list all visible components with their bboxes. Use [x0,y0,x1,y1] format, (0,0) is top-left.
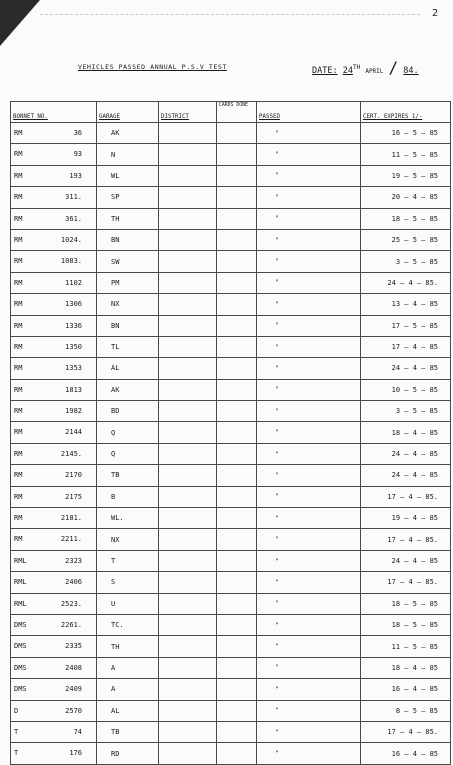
bonnet-cell [11,229,97,250]
garage-cell: TL [97,336,159,357]
table-row [11,187,451,208]
bonnet-prefix: RM [14,171,23,180]
district-cell [159,272,217,293]
cards-done-cell [217,379,257,400]
bonnet-prefix: RM [14,514,23,523]
bonnet-number: 311. [65,193,82,202]
garage-cell: TC. [97,614,159,635]
district-cell [159,572,217,593]
expiry-cell: 19 – 4 – 85 [361,508,451,529]
garage-cell: AL [97,358,159,379]
passed-cell: " [257,679,361,700]
bonnet-prefix: RM [14,471,23,480]
bonnet-prefix: T [14,727,19,736]
district-cell [159,336,217,357]
table-row [11,123,451,144]
passed-cell: " [257,336,361,357]
bonnet-cell [11,679,97,700]
table-row [11,550,451,571]
expiry-cell: 16 – 4 – 85 [361,679,451,700]
bonnet-number: 93 [73,150,82,159]
table-row [11,251,451,272]
passed-cell: " [257,529,361,550]
header-cards-done: CARDS DONE [217,102,257,123]
expiry-cell: 24 – 4 – 85 [361,550,451,571]
expiry-cell: 20 – 4 – 85 [361,187,451,208]
cards-done-cell [217,229,257,250]
bonnet-prefix: RM [14,235,23,244]
passed-cell: " [257,165,361,186]
document-title: VEHICLES PASSED ANNUAL P.S.V TEST [78,63,227,71]
district-cell [159,743,217,764]
bonnet-number: 2211. [60,535,82,544]
expiry-cell: 10 – 5 – 85 [361,379,451,400]
cards-done-cell [217,123,257,144]
table-row [11,315,451,336]
district-cell [159,358,217,379]
header-garage: GARAGE [97,102,159,123]
garage-cell: B [97,486,159,507]
cards-done-cell [217,593,257,614]
garage-cell: N [97,144,159,165]
bonnet-number: 2170 [65,471,82,480]
table-row [11,486,451,507]
garage-cell: AK [97,123,159,144]
passed-cell: " [257,486,361,507]
district-cell [159,529,217,550]
expiry-cell: 25 – 5 – 85 [361,229,451,250]
garage-cell: Q [97,422,159,443]
bonnet-cell [11,358,97,379]
garage-cell: RD [97,743,159,764]
bonnet-prefix: DMS [14,685,27,694]
passed-cell: " [257,614,361,635]
bonnet-number: 1024. [60,235,82,244]
bonnet-cell [11,294,97,315]
bonnet-prefix: DMS [14,620,27,629]
passed-cell: " [257,144,361,165]
bonnet-number: 2335 [65,642,82,651]
header-bonnet: BONNET NO. [11,102,97,123]
passed-cell: " [257,272,361,293]
expiry-cell: 13 – 4 – 85 [361,294,451,315]
expiry-cell: 17 – 4 – 85. [361,721,451,742]
bonnet-prefix: RM [14,342,23,351]
district-cell [159,550,217,571]
district-cell [159,208,217,229]
bonnet-prefix: RML [14,578,27,587]
passed-cell: " [257,187,361,208]
expiry-cell: 11 – 5 – 85 [361,144,451,165]
expiry-cell: 11 – 5 – 85 [361,636,451,657]
vehicles-table [10,101,451,765]
table-row [11,379,451,400]
passed-cell: " [257,593,361,614]
table-row [11,721,451,742]
cards-done-cell [217,294,257,315]
cards-done-cell [217,636,257,657]
bonnet-prefix: RM [14,407,23,416]
cards-done-cell [217,721,257,742]
expiry-cell: 17 – 4 – 85. [361,486,451,507]
garage-cell: WL. [97,508,159,529]
passed-cell: " [257,465,361,486]
bonnet-cell [11,529,97,550]
passed-cell: " [257,550,361,571]
date-month: APRIL [365,68,384,75]
garage-cell: WL [97,165,159,186]
cards-done-cell [217,144,257,165]
cards-done-cell [217,743,257,764]
bonnet-cell [11,443,97,464]
cards-done-cell [217,486,257,507]
expiry-cell: 16 – 5 – 85 [361,123,451,144]
garage-cell: A [97,679,159,700]
district-cell [159,614,217,635]
garage-cell: U [97,593,159,614]
bonnet-prefix: RM [14,193,23,202]
expiry-cell: 8 – 5 – 85 [361,700,451,721]
bonnet-number: 2323 [65,556,82,565]
passed-cell: " [257,657,361,678]
bonnet-cell [11,614,97,635]
garage-cell: AK [97,379,159,400]
table-row [11,636,451,657]
bonnet-number: 2261. [60,620,82,629]
table-row [11,165,451,186]
table-row [11,529,451,550]
bonnet-number: 361. [65,214,82,223]
bonnet-number: 2181. [60,514,82,523]
passed-cell: " [257,443,361,464]
cards-done-cell [217,443,257,464]
table-row [11,272,451,293]
district-cell [159,593,217,614]
bonnet-cell [11,743,97,764]
table-row [11,614,451,635]
cards-done-cell [217,550,257,571]
garage-cell: SW [97,251,159,272]
bonnet-prefix: D [14,706,19,715]
bonnet-number: 1336 [65,321,82,330]
bonnet-number: 2409 [65,685,82,694]
bonnet-number: 2408 [65,663,82,672]
garage-cell: TB [97,721,159,742]
district-cell [159,123,217,144]
garage-cell: BN [97,229,159,250]
bonnet-prefix: RML [14,599,27,608]
garage-cell: T [97,550,159,571]
expiry-cell: 18 – 5 – 85 [361,593,451,614]
passed-cell: " [257,422,361,443]
cards-done-cell [217,572,257,593]
bonnet-cell [11,165,97,186]
cards-done-cell [217,336,257,357]
garage-cell: TH [97,636,159,657]
bonnet-number: 2144 [65,428,82,437]
table-row [11,657,451,678]
bonnet-number: 1813 [65,385,82,394]
expiry-cell: 3 – 5 – 85 [361,251,451,272]
expiry-cell: 3 – 5 – 85 [361,401,451,422]
district-cell [159,422,217,443]
bonnet-cell [11,422,97,443]
cards-done-cell [217,208,257,229]
table-row [11,679,451,700]
bonnet-prefix: RM [14,428,23,437]
garage-cell: SP [97,187,159,208]
passed-cell: " [257,700,361,721]
bonnet-number: 2406 [65,578,82,587]
passed-cell: " [257,572,361,593]
bonnet-prefix: DMS [14,663,27,672]
table-row [11,229,451,250]
district-cell [159,443,217,464]
expiry-cell: 18 – 4 – 85 [361,422,451,443]
bonnet-prefix: RM [14,385,23,394]
bonnet-number: 2570 [65,706,82,715]
cards-done-cell [217,251,257,272]
cards-done-cell [217,508,257,529]
expiry-cell: 18 – 4 – 85 [361,657,451,678]
garage-cell: AL [97,700,159,721]
cards-done-cell [217,272,257,293]
page-number: 2 [432,8,439,19]
passed-cell: " [257,379,361,400]
cards-done-cell [217,315,257,336]
district-cell [159,144,217,165]
bonnet-cell [11,379,97,400]
bonnet-cell [11,336,97,357]
date-label: DATE: [312,66,338,76]
bonnet-number: 2175 [65,492,82,501]
cards-done-cell [217,187,257,208]
bonnet-number: 1353 [65,364,82,373]
table-row [11,743,451,764]
bonnet-number: 36 [73,129,82,137]
district-cell [159,165,217,186]
passed-cell: " [257,315,361,336]
bonnet-prefix: DMS [14,642,27,651]
district-cell [159,465,217,486]
cards-done-cell [217,465,257,486]
header-passed: PASSED [257,102,361,123]
bonnet-prefix: RM [14,257,23,266]
expiry-cell: 17 – 5 – 85 [361,315,451,336]
bonnet-prefix: RM [14,129,23,137]
cards-done-cell [217,165,257,186]
table-row [11,465,451,486]
bonnet-cell [11,272,97,293]
expiry-cell: 18 – 5 – 85 [361,208,451,229]
bonnet-prefix: RM [14,364,23,373]
bonnet-prefix: RM [14,321,23,330]
passed-cell: " [257,358,361,379]
date-suffix: TH [352,64,361,72]
expiry-cell: 17 – 4 – 85. [361,572,451,593]
bonnet-cell [11,508,97,529]
bonnet-cell [11,208,97,229]
expiry-cell: 24 – 4 – 85 [361,465,451,486]
bonnet-cell [11,636,97,657]
bonnet-number: 74 [73,727,82,736]
bonnet-cell [11,593,97,614]
bonnet-cell [11,486,97,507]
cards-done-cell [217,529,257,550]
bonnet-prefix: RM [14,449,23,458]
bonnet-cell [11,144,97,165]
bonnet-cell [11,721,97,742]
bonnet-number: 193 [69,171,82,180]
cards-done-cell [217,401,257,422]
table-row [11,593,451,614]
bonnet-prefix: RM [14,150,23,159]
district-cell [159,636,217,657]
cards-done-cell [217,657,257,678]
bleed-through-line [40,14,420,15]
expiry-cell: 24 – 4 – 85 [361,358,451,379]
date-year: 84. [403,66,419,76]
passed-cell: " [257,508,361,529]
table-row [11,422,451,443]
cards-done-cell [217,614,257,635]
bonnet-cell [11,187,97,208]
passed-cell: " [257,743,361,764]
table-header-row [11,102,451,123]
passed-cell: " [257,401,361,422]
district-cell [159,508,217,529]
district-cell [159,700,217,721]
district-cell [159,315,217,336]
bonnet-cell [11,315,97,336]
passed-cell: " [257,636,361,657]
table-row [11,208,451,229]
bonnet-cell [11,657,97,678]
bonnet-number: 1083. [60,257,82,266]
header-expiry: CERT. EXPIRES 1/- [361,102,451,123]
bonnet-number: 1102 [65,278,82,287]
table-row [11,336,451,357]
passed-cell: " [257,294,361,315]
bonnet-cell [11,401,97,422]
expiry-cell: 17 – 4 – 85 [361,336,451,357]
expiry-cell: 17 – 4 – 85. [361,529,451,550]
cards-done-cell [217,358,257,379]
table-row [11,443,451,464]
expiry-cell: 16 – 4 – 85 [361,743,451,764]
bonnet-prefix: RM [14,278,23,287]
table-row [11,358,451,379]
district-cell [159,187,217,208]
table-row [11,572,451,593]
garage-cell: A [97,657,159,678]
district-cell [159,721,217,742]
district-cell [159,229,217,250]
district-cell [159,486,217,507]
header-district: DISTRICT [159,102,217,123]
document-date [312,58,419,77]
district-cell [159,401,217,422]
date-separator: / [388,58,399,77]
garage-cell: S [97,572,159,593]
passed-cell: " [257,229,361,250]
garage-cell: TB [97,465,159,486]
garage-cell: Q [97,443,159,464]
district-cell [159,379,217,400]
table-row [11,700,451,721]
scan-corner-shadow [0,0,40,46]
cards-done-cell [217,700,257,721]
bonnet-prefix: RM [14,214,23,223]
bonnet-cell [11,572,97,593]
passed-cell: " [257,208,361,229]
bonnet-number: 1982 [65,407,82,416]
bonnet-cell [11,465,97,486]
bonnet-prefix: RM [14,535,23,544]
district-cell [159,657,217,678]
garage-cell: PM [97,272,159,293]
bonnet-number: 2523. [60,599,82,608]
passed-cell: " [257,251,361,272]
expiry-cell: 18 – 5 – 85 [361,614,451,635]
bonnet-cell [11,700,97,721]
passed-cell: " [257,721,361,742]
bonnet-prefix: RM [14,300,23,309]
bonnet-number: 2145. [60,449,82,458]
bonnet-cell [11,550,97,571]
expiry-cell: 19 – 5 – 85 [361,165,451,186]
table-row [11,294,451,315]
district-cell [159,294,217,315]
expiry-cell: 24 – 4 – 85. [361,272,451,293]
bonnet-number: 176 [69,749,82,758]
date-day: 24 [342,66,353,76]
district-cell [159,251,217,272]
expiry-cell: 24 – 4 – 85 [361,443,451,464]
bonnet-cell [11,123,97,144]
bonnet-cell [11,251,97,272]
garage-cell: BN [97,315,159,336]
cards-done-cell [217,422,257,443]
cards-done-cell [217,679,257,700]
bonnet-number: 1306 [65,300,82,309]
garage-cell: NX [97,294,159,315]
table-row [11,144,451,165]
table-row [11,508,451,529]
garage-cell: BD [97,401,159,422]
bonnet-prefix: T [14,749,19,758]
bonnet-number: 1350 [65,342,82,351]
garage-cell: TH [97,208,159,229]
table-row [11,401,451,422]
bonnet-prefix: RM [14,492,23,501]
passed-cell: " [257,123,361,144]
bonnet-prefix: RML [14,556,27,565]
garage-cell: NX [97,529,159,550]
district-cell [159,679,217,700]
